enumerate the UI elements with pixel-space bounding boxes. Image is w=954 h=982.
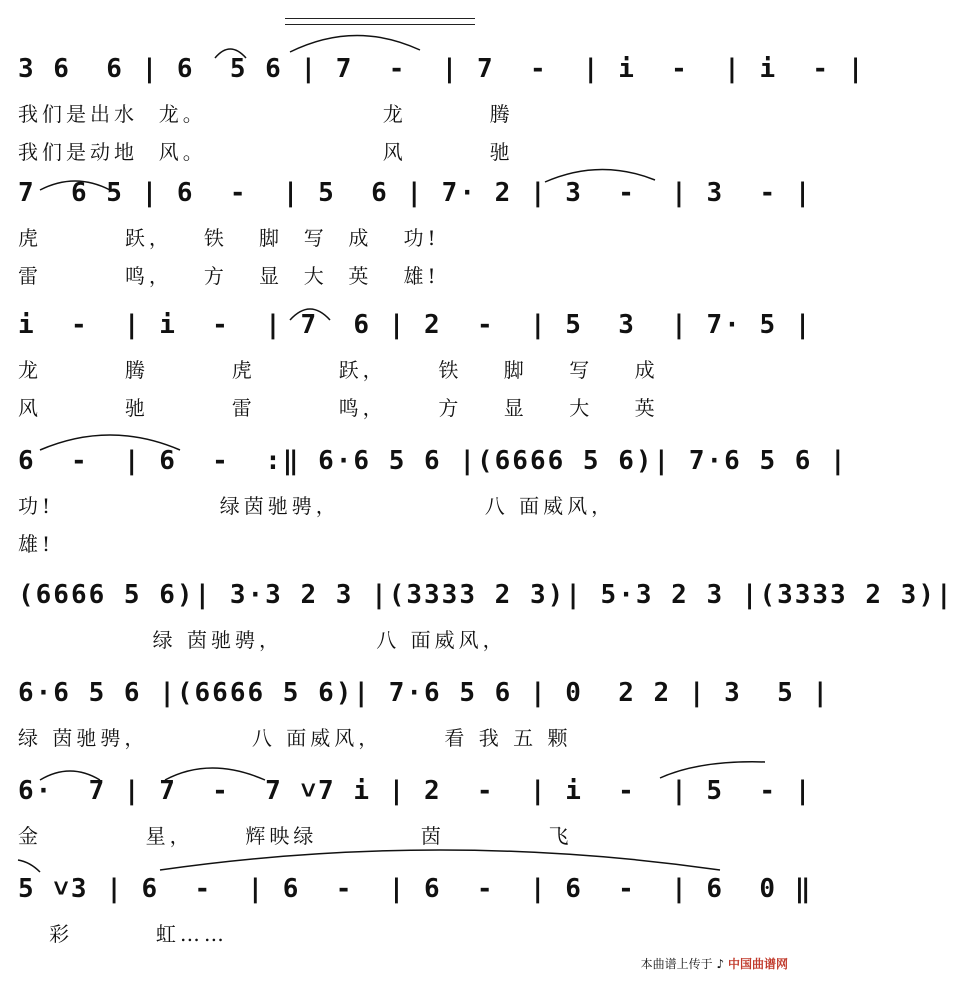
lyric-verse-1: 绿 茵驰骋， 八 面威风， <box>18 628 507 652</box>
notation: 7 6 5 | 6 - | 5 6 | 7· 2 | 3 - | 3 - | <box>18 178 813 208</box>
title-rule <box>285 18 475 19</box>
notation: i - | i - | 7 6 | 2 - | 5 3 | 7· 5 | <box>18 310 813 340</box>
notation: (6666 5 6)| 3·3 2 3 |(3333 2 3)| 5·3 2 3 |(3333 2 3)| <box>18 580 954 610</box>
title-rule <box>285 24 475 25</box>
lyric-verse-1: 绿 茵驰骋， 八 面威风， 看 我 五 颗 <box>18 726 572 750</box>
lyric-verse-1: 彩 虹…… <box>18 922 228 946</box>
lyric-verse-2: 雷 鸣， 方 显 大 英 雄! <box>18 264 440 288</box>
lyric-verse-2: 雄! <box>18 532 55 556</box>
footer-brand[interactable]: 中国曲谱网 <box>727 957 788 971</box>
notation: 6 - | 6 - :‖ 6·6 5 6 |(6666 5 6)| 7·6 5 6 | <box>18 446 848 476</box>
footer-prefix: 本曲谱上传于 <box>640 957 713 971</box>
upload-footer <box>641 955 788 972</box>
notation: 6· 7 | 7 - 7 ˅7 i | 2 - | i - | 5 - | <box>18 776 813 806</box>
lyric-verse-2: 风 驰 雷 鸣， 方 显 大 英 <box>18 396 659 420</box>
lyric-verse-1: 龙 腾 虎 跃， 铁 脚 写 成 <box>18 358 659 382</box>
lyric-verse-1: 虎 跃， 铁 脚 写 成 功! <box>18 226 440 250</box>
note-logo-icon: ♪ <box>716 957 725 971</box>
lyric-verse-2: 我们是动地 风。 风 驰 <box>18 140 514 164</box>
lyric-verse-1: 功! 绿茵驰骋， 八 面威风， <box>18 494 616 518</box>
notation: 6·6 5 6 |(6666 5 6)| 7·6 5 6 | 0 2 2 | 3 5 | <box>18 678 831 708</box>
lyric-verse-1: 我们是出水 龙。 龙 腾 <box>18 102 514 126</box>
lyric-verse-1: 金 星， 辉映绿 茵 飞 <box>18 824 573 848</box>
notation: 5 ˅3 | 6 - | 6 - | 6 - | 6 - | 6 0 ‖ <box>18 874 813 904</box>
notation: 3 6 6 | 6 5 6 | 7 - | 7 - | i - | i - | <box>18 54 866 84</box>
